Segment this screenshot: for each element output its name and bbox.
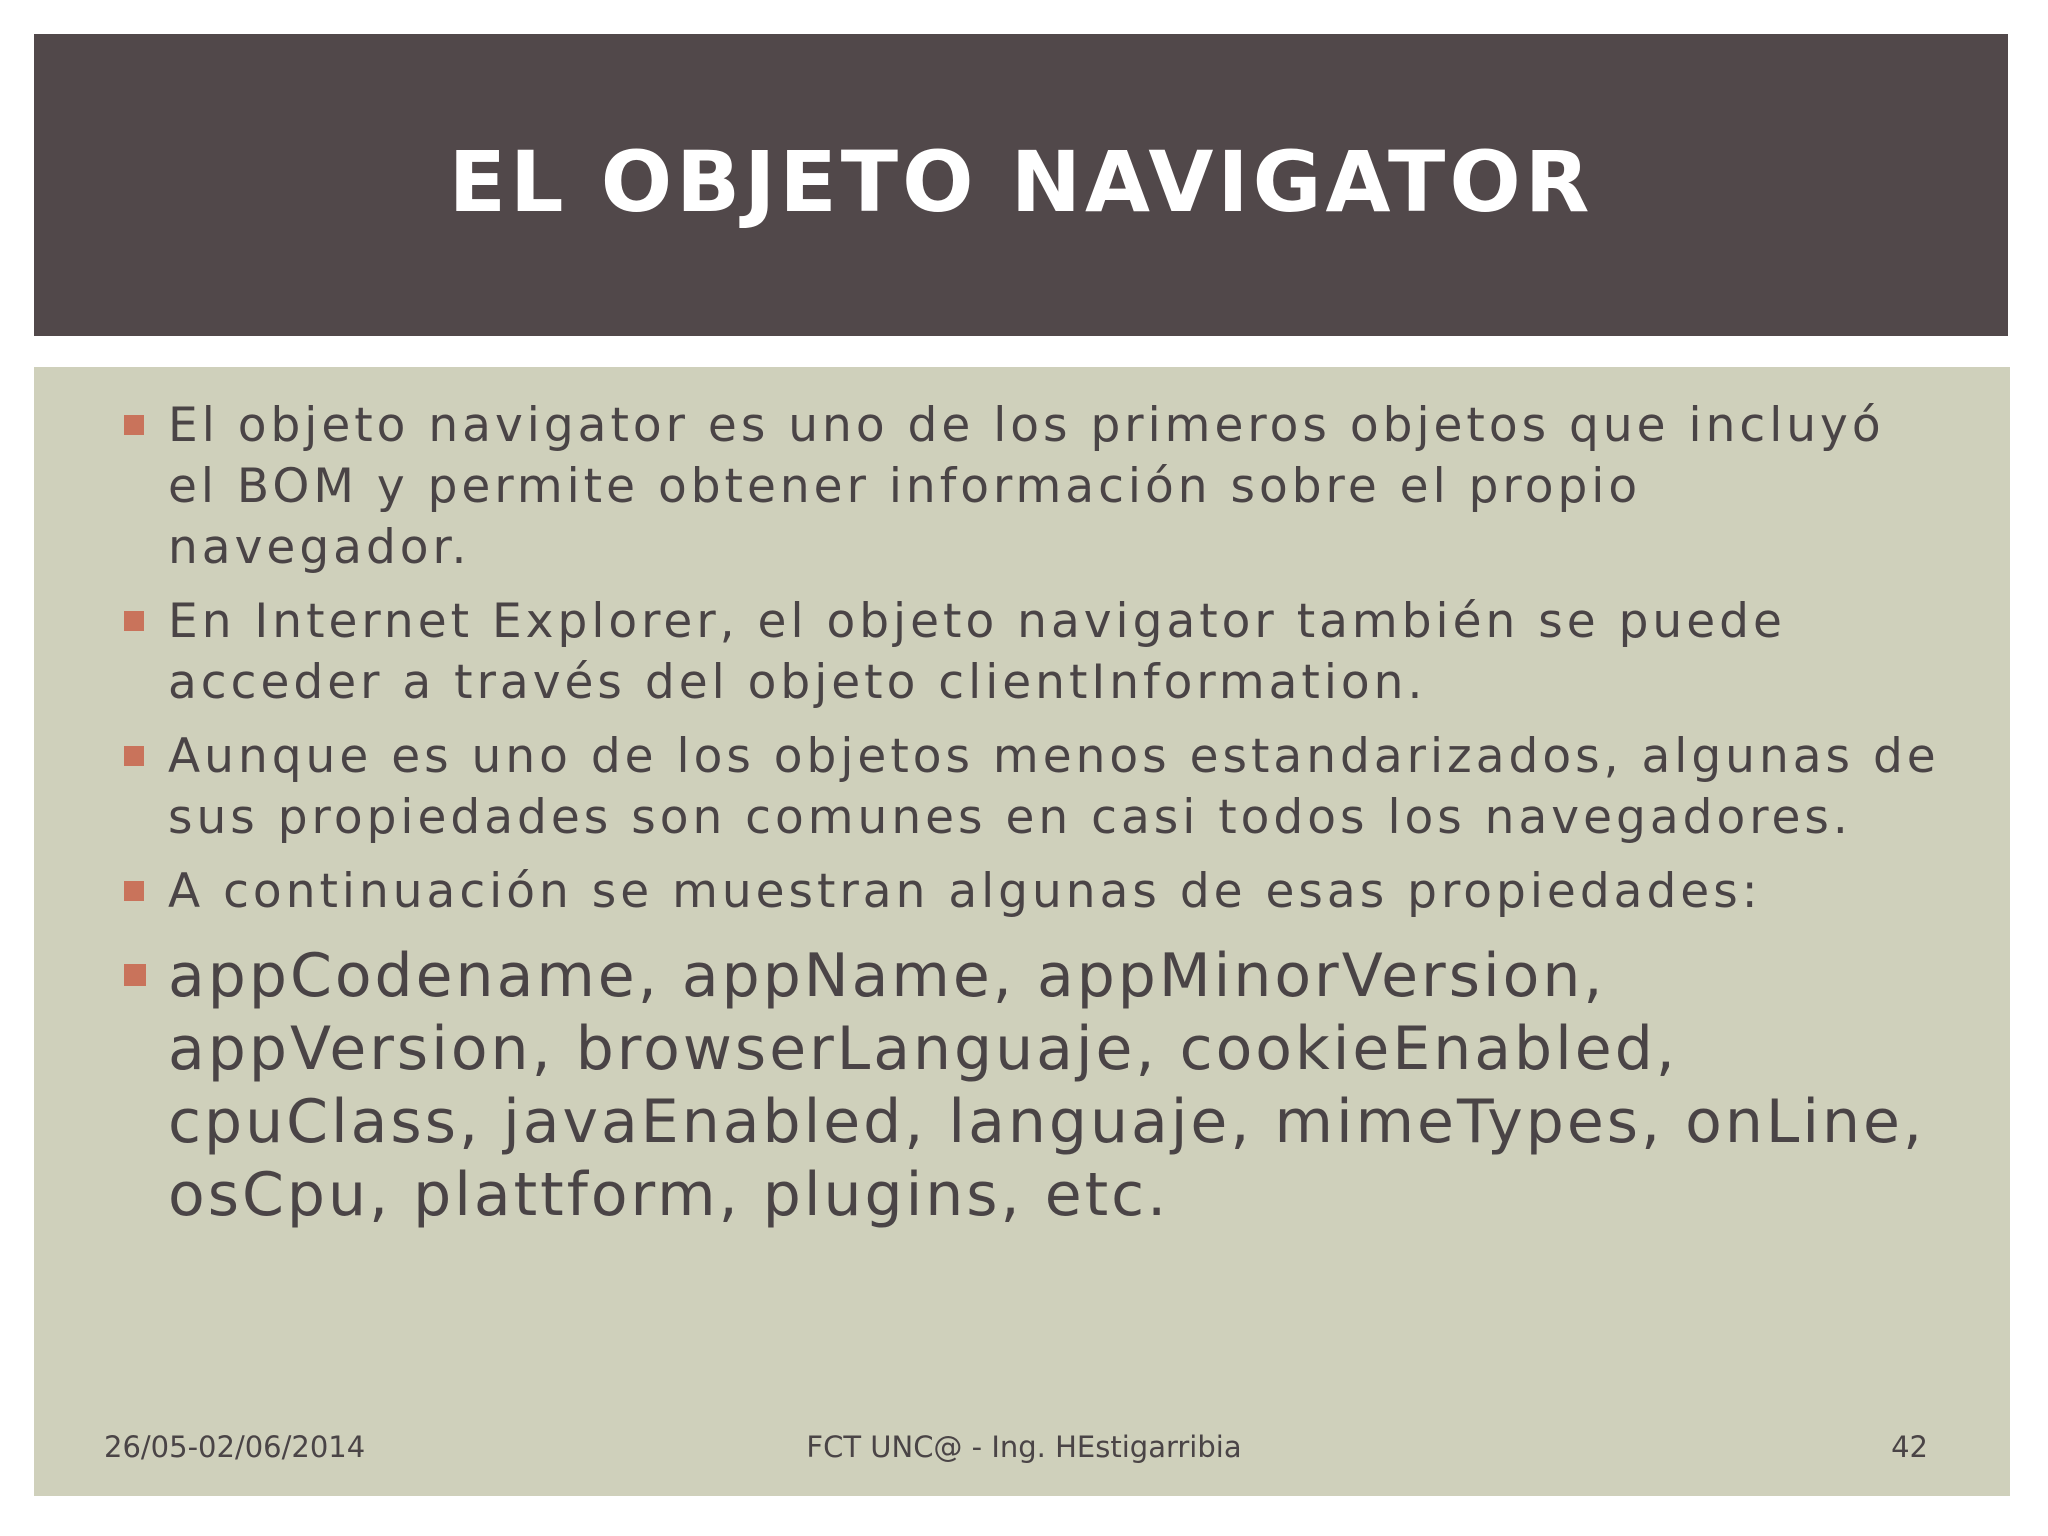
bullet-item bbox=[34, 726, 2010, 848]
bullet-list bbox=[34, 395, 2010, 1245]
bullet-item bbox=[34, 395, 2010, 578]
square-bullet-icon bbox=[124, 611, 144, 631]
bullet-item bbox=[34, 861, 2010, 922]
content-panel bbox=[34, 367, 2010, 1496]
bullet-item-properties bbox=[34, 940, 2010, 1232]
square-bullet-icon bbox=[124, 964, 146, 986]
square-bullet-icon bbox=[124, 415, 144, 435]
bullet-text: Aunque es uno de los objetos menos estandarizados, algunas de sus propiedades son comunes en casi todos los navegadores. bbox=[168, 729, 1940, 845]
footer-author: FCT UNC@ - Ing. HEstigarribia bbox=[806, 1430, 1242, 1464]
bullet-text: El objeto navigator es uno de los primeros objetos que incluyó el BOM y permite obtener información sobre el propio navegador. bbox=[168, 398, 1885, 575]
bullet-text: A continuación se muestran algunas de esas propiedades: bbox=[168, 864, 1762, 919]
bullet-text: En Internet Explorer, el objeto navigator también se puede acceder a través del objeto clientInformation. bbox=[168, 594, 1786, 710]
square-bullet-icon bbox=[124, 746, 144, 766]
page-number: 42 bbox=[1891, 1430, 1928, 1464]
bullet-text: appCodename, appName, appMinorVersion, appVersion, browserLanguaje, cookieEnabled, cpuClass, javaEnabled, languaje, mimeTypes, onLine, osCpu, plattform, plugins, etc. bbox=[168, 941, 1926, 1230]
bullet-item bbox=[34, 591, 2010, 713]
square-bullet-icon bbox=[124, 881, 144, 901]
slide-title: EL OBJETO NAVIGATOR bbox=[448, 133, 1594, 231]
footer-date: 26/05-02/06/2014 bbox=[104, 1430, 366, 1464]
title-bar bbox=[34, 34, 2008, 336]
